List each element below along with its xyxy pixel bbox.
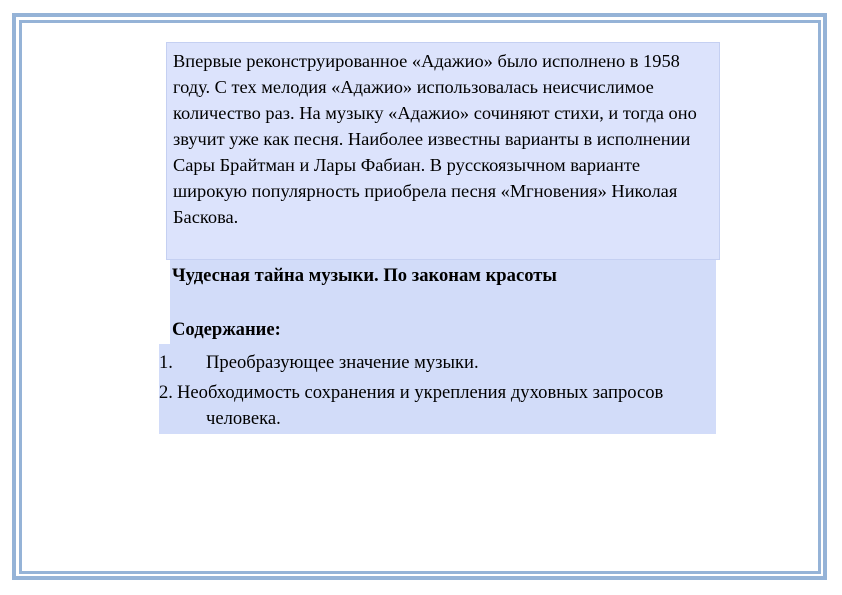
list-item-number: 1. <box>159 352 173 373</box>
list-item <box>159 380 711 432</box>
list-item-text: Необходимость сохранения и укрепления духовных запросов человека. <box>177 382 664 429</box>
list-item-number: 2. <box>159 382 173 403</box>
list-item-text: Преобразующее значение музыки. <box>206 352 479 373</box>
intro-paragraph: Впервые реконструированное «Адажио» было исполнено в 1958 году. С тех мелодия «Адажио» использовалась неисчислимое количество раз. На музыку «Адажио» сочиняют стихи, и тогда оно звучит уже как песня. Наиболее известны варианты в исполнении Сары Брайтман и Лары Фабиан. В русскоязычном варианте широкую популярность приобрела песня «Мгновения» Николая Баскова. <box>173 51 697 227</box>
lesson-subtitle: Чудесная тайна музыки. По законам красоты <box>172 265 557 286</box>
contents-list <box>159 350 711 432</box>
contents-heading: Содержание: <box>172 319 281 340</box>
list-item <box>159 350 711 378</box>
intro-text-box <box>166 42 720 260</box>
